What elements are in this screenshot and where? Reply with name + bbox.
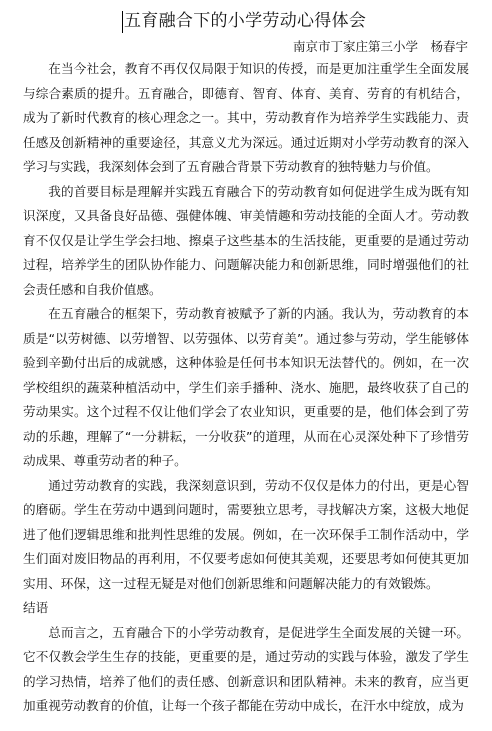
paragraph-4[interactable]: 通过劳动教育的实践，我深刻意识到，劳动不仅仅是体力的付出，更是心智的磨砺。学生在劳动中遇到问题时，需要独立思考，寻找解决方案，这极大地促进了他们逻辑思维和批判性思维的发展。例如，在一次环保手工制作活动中，学生们面对废旧物品的再利用，不仅要考虑如何使其美观，还要思考如何使其更加实用、环保，这一过程无疑是对他们创新思维和问题解决能力的有效锻炼。 <box>23 477 469 591</box>
paragraph-1[interactable]: 在当今社会，教育不再仅仅局限于知识的传授，而是更加注重学生全面发展与综合素质的提升。五育融合，即德育、智育、体育、美育、劳育的有机结合，成为了新时代教育的核心理念之一。其中，劳动教育作为培养学生实践能力、责任感及创新精神的重要途径，其意义尤为深远。通过近期对小学劳动教育的深入学习与实践，我深刻体会到了五育融合背景下劳动教育的独特魅力与价值。 <box>23 61 469 174</box>
paragraph-3[interactable]: 在五育融合的框架下，劳动教育被赋予了新的内涵。我认为，劳动教育的本质是“以劳树德、以劳增智、以劳强体、以劳育美”。通过参与劳动，学生能够体验到辛勤付出后的成就感，这种体验是任何书本知识无法替代的。例如，在一次学校组织的蔬菜种植活动中，学生们亲手播种、浇水、施肥，最终收获了自己的劳动果实。这个过程不仅让他们学会了农业知识，更重要的是，他们体会到了劳动的乐趣，理解了“一分耕耘，一分收获”的道理，从而在心灵深处种下了珍惜劳动成果、尊重劳动者的种子。 <box>23 306 469 468</box>
author-line[interactable]: 南京市丁家庄第三小学 杨春宇 <box>292 39 468 54</box>
document-title[interactable]: 五育融合下的小学劳动心得体会 <box>124 11 367 31</box>
text-cursor <box>122 11 123 33</box>
document-body[interactable] <box>23 57 469 719</box>
paragraph-2[interactable]: 我的首要目标是理解并实践五育融合下的劳动教育如何促进学生成为既有知识深度，又具备良好品德、强健体魄、审美情趣和劳动技能的全面人才。劳动教育不仅仅是让学生学会扫地、擦桌子这些基本的生活技能，更重要的是通过劳动过程，培养学生的团队协作能力、问题解决能力和创新思维，同时增强他们的社会责任感和自我价值感。 <box>23 183 469 297</box>
paragraph-5[interactable]: 总而言之，五育融合下的小学劳动教育，是促进学生全面发展的关键一环。它不仅教会学生生存的技能，更重要的是，通过劳动的实践与体验，激发了学生的学习热情，培养了他们的责任感、创新意识和团队精神。未来的教育，应当更加重视劳动教育的价值，让每一个孩子都能在劳动中成长，在汗水中绽放，成为 <box>23 624 469 713</box>
section-heading-conclusion[interactable]: 结语 <box>23 600 49 615</box>
